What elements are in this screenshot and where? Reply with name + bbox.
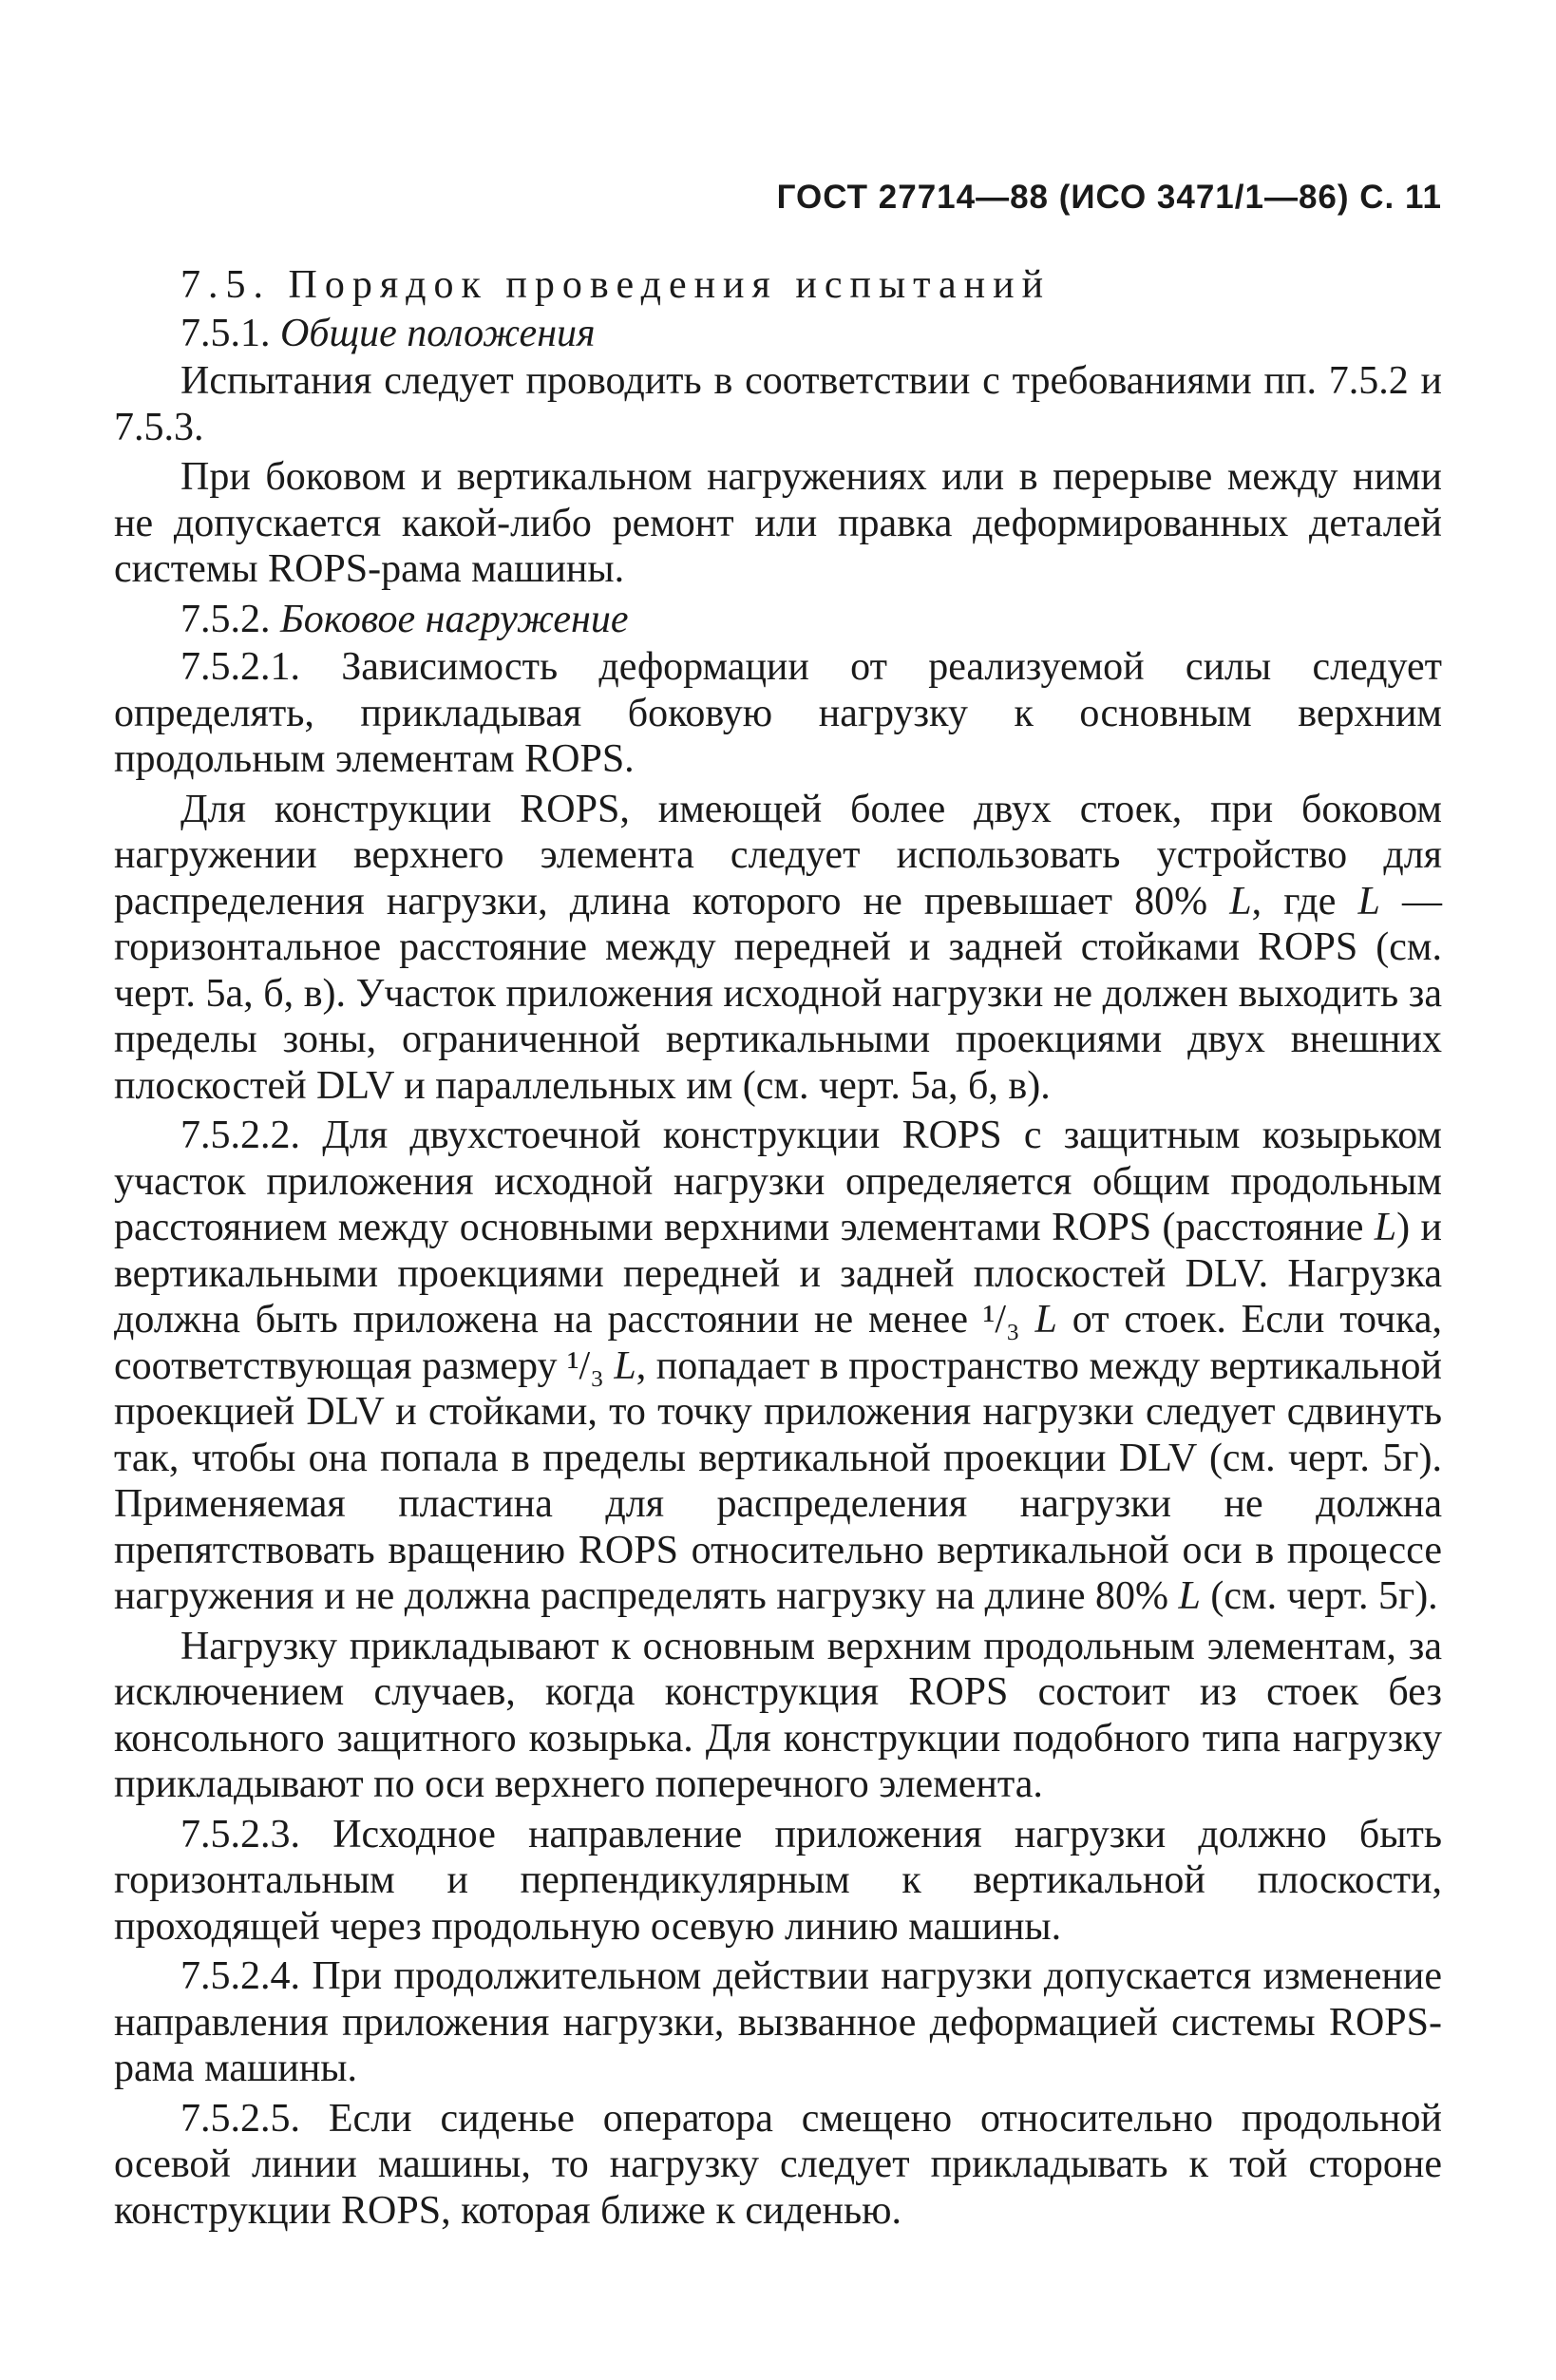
variable-l: L	[1034, 1298, 1057, 1342]
text-run: Для конструкции ROPS, имеющей более двух стоек, при боковом нагружении верхнего элемента следует использовать устройство для распределения нагрузки, длина которого не превышает 80%	[114, 787, 1442, 923]
variable-l: L	[614, 1343, 636, 1388]
variable-l: L	[1357, 879, 1380, 923]
text-run: 7.5.2.2. Для двухстоечной конструкции ROPS с защитным козырьком участок приложения исходной нагрузки определяется общим продольным расстоянием между основными верхними элементами ROPS (расстояние	[114, 1114, 1442, 1249]
paragraph-7-5-2-4: 7.5.2.4. При продолжительном действии нагрузки допускается изменение направления приложения нагрузки, вызванное деформацией системы ROPS-рама машины.	[114, 1954, 1442, 2090]
subsection-title: Общие положения	[280, 311, 596, 355]
text-run: от стоек. Если точка, соответствующая размеру ¹/₃	[114, 1298, 1442, 1388]
text-run: ) и вертикальными проекциями передней и задней плоскостей DLV. Нагрузка должна быть приложена на расстоянии не менее ¹/₃	[114, 1206, 1442, 1342]
subsection-title: Боковое нагружение	[280, 597, 629, 641]
subsection-heading-7-5-1	[114, 311, 1442, 357]
section-title: 7.5. Порядок проведения испытаний	[180, 263, 1052, 307]
paragraph-7-5-2-5: 7.5.2.5. Если сиденье оператора смещено относительно продольной осевой линии машины, то нагрузку следует прикладывать к той стороне конструкции ROPS, которая ближе к сиденью.	[114, 2096, 1442, 2233]
subsection-heading-7-5-2	[114, 597, 1442, 643]
paragraph-7-5-2-3: 7.5.2.3. Исходное направление приложения нагрузки должно быть горизонтальным и перпендикулярным к вертикальной плоскости, проходящей через продольную осевую линию машины.	[114, 1812, 1442, 1949]
variable-l: L	[1178, 1574, 1201, 1618]
text-run: (см. черт. 5г).	[1210, 1574, 1438, 1618]
text-run: , попадает в пространство между вертикальной проекцией DLV и стойками, то точку приложения нагрузки следует сдвинуть так, чтобы она попала в пределы вертикальной проекции DLV (см. черт. 5г). Применяемая пластина для распределения нагрузки не должна препятствовать вращению ROPS относительно вертикальной оси в процессе нагружения и не должна распределять нагрузку на длине 80%	[114, 1343, 1442, 1618]
subsection-number: 7.5.1.	[180, 311, 271, 355]
paragraph: Нагрузку прикладывают к основным верхним продольным элементам, за исключением случаев, когда конструкция ROPS состоит из стоек без консольного защитного козырька. Для конструкции подобного типа нагрузку прикладывают по оси верхнего поперечного элемента.	[114, 1624, 1442, 1806]
variable-l: L	[1229, 879, 1252, 923]
paragraph: При боковом и вертикальном нагружениях или в перерыве между ними не допускается какой-либо ремонт или правка деформированных деталей системы ROPS-рама машины.	[114, 455, 1442, 591]
paragraph-7-5-2-1: 7.5.2.1. Зависимость деформации от реализуемой силы следует определять, прикладывая боковую нагрузку к основным верхним продольным элементам ROPS.	[114, 645, 1442, 781]
paragraph: Испытания следует проводить в соответствии с требованиями пп. 7.5.2 и 7.5.3.	[114, 359, 1442, 449]
paragraph-7-5-2-2	[114, 1113, 1442, 1620]
document-body	[114, 262, 1442, 2237]
variable-l: L	[1374, 1206, 1397, 1249]
page-header: ГОСТ 27714—88 (ИСО 3471/1—86) С. 11	[776, 179, 1442, 216]
paragraph	[114, 787, 1442, 1110]
subsection-number: 7.5.2.	[180, 597, 271, 641]
text-run: , где	[1251, 879, 1337, 923]
text-run: — горизонтальное расстояние между передней и задней стойками ROPS (см. черт. 5а, б, в). Участок приложения исходной нагрузки не должен выходить за пределы зоны, ограниченной вертикальными проекциями двух внешних плоскостей DLV и параллельных им (см. черт. 5а, б, в).	[114, 879, 1442, 1108]
